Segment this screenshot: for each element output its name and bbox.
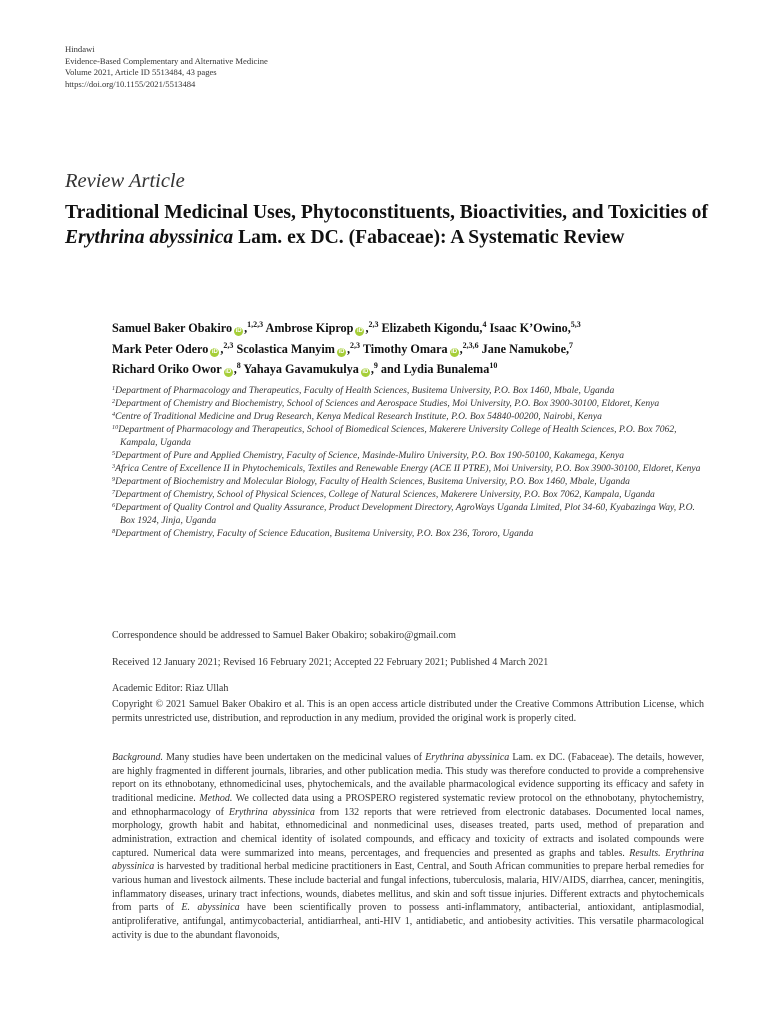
abstract-label-method: Method. <box>199 792 233 804</box>
affiliation-text: Department of Pharmacology and Therapeutics, School of Biomedical Sciences, Makerere University College of Health Sciences, P.O. Box 7062, Kampala, Uganda <box>118 424 677 448</box>
affiliation-text: Department of Chemistry and Biochemistry, School of Sciences and Aerospace Studies, Moi University, P.O. Box 3900-30100, Eldoret, Kenya <box>115 398 660 409</box>
affiliation-text: Africa Centre of Excellence II in Phytochemicals, Textiles and Renewable Energy (ACE II PTRE), Moi University, P.O. Box 3900-30100, Eldoret, Kenya <box>115 463 701 474</box>
affiliation-number: 4 <box>112 411 116 418</box>
affiliation-list <box>112 384 712 540</box>
author-name: Timothy Omara <box>362 341 448 356</box>
author-and: and <box>380 362 401 376</box>
author-list <box>112 318 712 380</box>
author-name: Richard Oriko Owor <box>112 362 222 376</box>
affiliation-text: Department of Biochemistry and Molecular Biology, Faculty of Health Sciences, Busitema University, P.O. Box 1460, Mbale, Uganda <box>115 476 630 487</box>
author: Samuel Baker Obakiro iD ,$^{1,2,3}$ <box>112 320 264 335</box>
volume-line: Volume 2021, Article ID 5513484, 43 pages <box>65 67 217 78</box>
affiliation <box>112 410 712 423</box>
academic-editor: Academic Editor: Riaz Ullah <box>112 683 229 694</box>
affiliation-number: 8 <box>112 528 116 535</box>
affiliation-text: Department of Chemistry, Faculty of Science Education, Busitema University, P.O. Box 236, Tororo, Uganda <box>115 528 534 539</box>
title-part-1: Traditional Medicinal Uses, Phytoconstituents, Bioactivities, and Toxicities of <box>65 202 708 223</box>
affiliation <box>112 501 712 527</box>
affiliation-text: Department of Pharmacology and Therapeutics, Faculty of Health Sciences, Busitema University, P.O. Box 1460, Mbale, Uganda <box>115 385 615 396</box>
author-affiliation-marker: 8 <box>236 361 241 370</box>
journal-header <box>65 44 268 90</box>
affiliation <box>112 423 712 449</box>
orcid-icon[interactable]: iD <box>225 369 232 375</box>
abstract-label-results: Results. <box>629 847 661 859</box>
orcid-icon[interactable]: iD <box>235 328 242 334</box>
author-affiliation-marker: 2,3 <box>223 340 234 350</box>
species-name: Erythrina abyssinica <box>425 752 510 763</box>
author: Elizabeth Kigondu,$^4$ <box>381 320 487 335</box>
species-name: Erythrina abyssinica <box>228 806 315 818</box>
author: Timothy Omara iD ,$^{2,3,6}$ <box>362 340 479 356</box>
affiliation-number: 1 <box>112 385 116 392</box>
author-name: Ambrose Kiprop <box>265 321 354 335</box>
affiliation-number: 7 <box>112 489 116 496</box>
affiliation <box>112 384 712 397</box>
correspondence: Correspondence should be addressed to Samuel Baker Obakiro; sobakiro@gmail.com <box>112 630 456 641</box>
author-affiliation-marker: 5,3 <box>570 320 581 329</box>
affiliation-text: Department of Quality Control and Quality Assurance, Product Development Directory, AgroWays Uganda Limited, Plot 34-60, Kyabazinga Way, P.O. Box 1924, Jinja, Uganda <box>115 502 695 526</box>
author-affiliation-marker: 4 <box>482 320 487 329</box>
affiliation-number: 2 <box>112 398 116 405</box>
affiliation-number: 3 <box>112 463 116 470</box>
doi-link[interactable]: https://doi.org/10.1155/2021/5513484 <box>65 78 196 89</box>
author-name: Isaac K’Owino <box>489 321 568 335</box>
author: Richard Oriko Owor iD ,$^8$ <box>112 361 241 376</box>
affiliation-number: 9 <box>112 476 116 483</box>
author-name: Samuel Baker Obakiro <box>112 321 233 335</box>
title-species: Erythrina abyssinica <box>65 226 234 248</box>
abstract-text: is harvested by traditional herbal medicine practitioners in East, Central, and South African communities to prepare herbal remedies for various human and livestock ailments. These include bacterial and fungal infections, tuberculosis, malaria, HIV/AIDS, diarrhea, cancer, meningitis, inflammatory diseases, urinary tract infections, wounds, diabetes mellitus, and skin and soft tissue injuries. Different extracts and phytochemicals from parts of <box>112 861 704 914</box>
species-name: Erythrina abyssinica <box>112 847 704 873</box>
author: Yahaya Gavamukulya iD ,$^9$ <box>243 361 378 376</box>
affiliation <box>112 475 712 488</box>
author-name: Lydia Bunalema <box>403 362 490 376</box>
orcid-icon[interactable]: iD <box>338 348 345 355</box>
affiliation <box>112 488 712 501</box>
affiliation-number: 6 <box>112 502 116 509</box>
orcid-icon[interactable]: iD <box>211 348 218 355</box>
affiliation <box>112 397 712 410</box>
abstract-text: Many studies have been undertaken on the medicinal values of <box>163 752 426 763</box>
affiliation-text: Department of Pure and Applied Chemistry, Faculty of Science, Masinde-Muliro University, P.O. Box 190-50100, Kakamega, Kenya <box>115 450 625 461</box>
orcid-icon[interactable]: iD <box>362 369 369 375</box>
author-name: Scolastica Manyim <box>236 341 335 356</box>
author: Isaac K’Owino,$^{5,3}$ <box>489 320 581 335</box>
copyright-notice: Copyright © 2021 Samuel Baker Obakiro et al. This is an open access article distributed under the Creative Commons Attribution License, which permits unrestricted use, distribution, and reproduction in any medium, provided the original work is properly cited. <box>112 699 704 724</box>
abstract-label-background: Background. <box>112 752 164 763</box>
author-affiliation-marker: 2,3,6 <box>462 340 479 350</box>
publication-dates: Received 12 January 2021; Revised 16 February 2021; Accepted 22 February 2021; Published 4 March 2021 <box>112 657 549 668</box>
article-title <box>65 201 725 251</box>
author-affiliation-marker: 1,2,3 <box>247 320 264 329</box>
affiliation-text: Department of Chemistry, School of Physical Sciences, College of Natural Sciences, Makerere University, P.O. Box 7062, Kampala, Uganda <box>115 489 655 500</box>
orcid-icon[interactable]: iD <box>356 328 363 334</box>
author-affiliation-marker: 10 <box>489 361 498 370</box>
author-affiliation-marker: 9 <box>373 361 378 370</box>
species-name-short: E. abyssinica <box>181 902 240 914</box>
affiliation-text: Centre of Traditional Medicine and Drug Research, Kenya Medical Research Institute, P.O. Box 54840-00200, Nairobi, Kenya <box>115 411 602 422</box>
author-affiliation-marker: 7 <box>569 340 574 350</box>
affiliation-number: 5 <box>112 450 116 457</box>
author <box>381 362 497 376</box>
author-name: Mark Peter Odero <box>112 341 209 356</box>
author-affiliation-marker: 2,3 <box>368 320 379 329</box>
abstract-text: Lam. ex DC. (Fabaceae). The details, however, are highly fragmented in different journals, libraries, and other publication media. This study was therefore conducted to provide a comprehensive report on its ethnobotany, ethnomedicinal uses, phytochemicals, and the available pharmacological evidence supporting its efficacy and safety in traditional medicine. <box>112 752 705 804</box>
article-type: Review Article <box>65 170 185 192</box>
author: Jane Namukobe,$^7$ <box>481 340 574 356</box>
title-part-2: Lam. ex DC. (Fabaceae): A Systematic Review <box>233 226 625 248</box>
author: Scolastica Manyim iD ,$^{2,3}$ <box>236 340 360 356</box>
abstract <box>112 751 704 942</box>
author-name: Yahaya Gavamukulya <box>243 362 359 376</box>
affiliation <box>112 527 712 540</box>
author: Mark Peter Odero iD ,$^{2,3}$ <box>112 340 234 356</box>
publisher-name: Hindawi <box>65 44 95 54</box>
author-name: Elizabeth Kigondu <box>381 321 480 335</box>
author: Ambrose Kiprop iD ,$^{2,3}$ <box>265 320 379 335</box>
affiliation-number: 10 <box>112 424 119 431</box>
author-affiliation-marker: 2,3 <box>350 340 360 350</box>
abstract-text: from 132 reports that were retrieved from electronic databases. Documented local names, morphology, growth habit and habitat, ethnomedicinal and nonmedicinal uses, diseases treated, parts used, method of preparation and administration, extraction and chemical identity of isolated compounds, and efficacy and toxicity of extracts and isolated compounds were captured. Numerical data were summarized into means, percentages, and frequencies and presented as graphs and tables. <box>112 806 704 859</box>
abstract-text: have been scientifically proven to possess anti-inflammatory, antibacterial, antioxidant, antiplasmodial, antiproliferative, antifungal, antimycobacterial, antidiarrheal, anti-HIV 1, antidiabetic, and antiobesity activities. This versatile pharmacological activity is due to the abundant flavonoids, <box>112 902 704 941</box>
affiliation <box>112 462 712 475</box>
journal-name: Evidence-Based Complementary and Alternative Medicine <box>65 55 268 66</box>
author-name: Jane Namukobe <box>481 341 566 356</box>
orcid-icon[interactable]: iD <box>451 348 458 355</box>
abstract-text: We collected data using a PROSPERO registered systematic review protocol on the ethnobotany, phytochemistry, and ethnopharmacology of <box>112 792 705 818</box>
affiliation <box>112 449 712 462</box>
